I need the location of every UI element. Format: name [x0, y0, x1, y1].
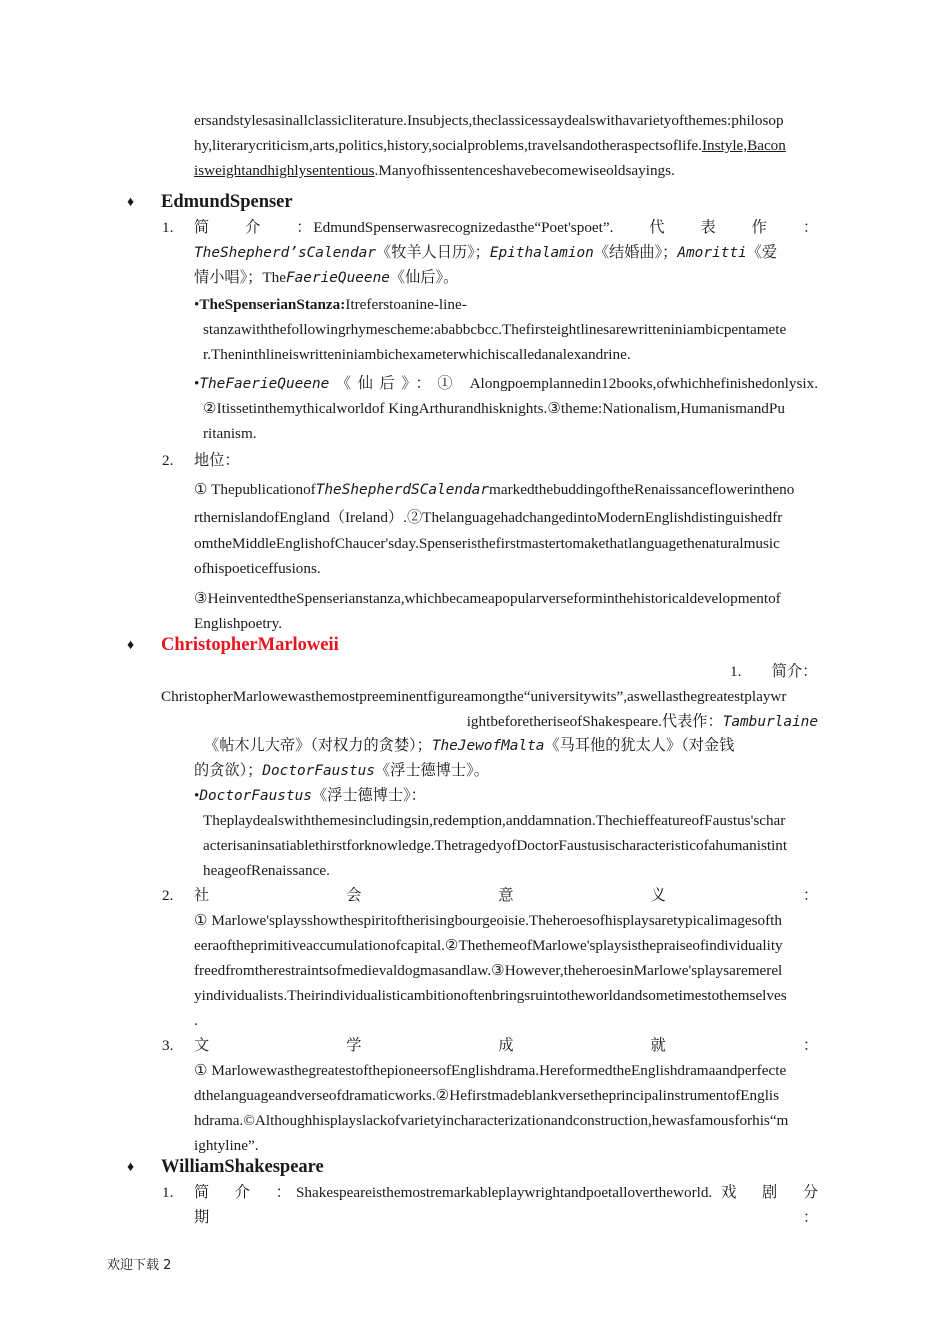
faustus-line-1: Theplaydealswiththemesincludingsin,redemption,anddamnation.ThechieffeatureofFaustus'schar	[203, 812, 786, 829]
shakespeare-heading: WilliamShakespeare	[161, 1157, 324, 1177]
bacon-line-1: ersandstylesasinallclassicliterature.Insubjects,theclassicessaydealswithavarietyofthemes:philosop	[194, 112, 784, 129]
marlowe-literary-label: 文 学 成 就 ：	[194, 1037, 818, 1054]
faustus-title-line: •DoctorFaustus《浮士德博士》：	[194, 787, 426, 804]
marlowe-works-line-2: 的贪欲）；DoctorFaustus《浮士德博士》。	[194, 762, 489, 779]
faerie-queene-line-2: ②Itissetinthemythicalworldof KingArthurandhisknights.③theme:Nationalism,HumanismandPu	[203, 400, 785, 417]
faerie-queene-line-1: •TheFaerieQueene《仙后》：① Alongpoemplannedin12books,ofwhichhefinishedonlysix.	[194, 375, 819, 392]
stanza-line-3: r.Theninthlineiswritteniniambichexameterwhichiscalledanalexandrine.	[203, 346, 631, 363]
spenser-status-line-4: ofhispoeticeffusions.	[194, 560, 321, 577]
spenser-status-line-3: omtheMiddleEnglishofChaucer'sday.Spenseristhefirstmastertomakethatlanguagethenaturalmusic	[194, 535, 780, 552]
marlowe-social-line-1: ① Marlowe'splaysshowthespiritoftherisingbourgeoisie.Theheroesofhisplaysaretypicalimagesofth	[194, 912, 782, 929]
spenser-status-label: 地位：	[194, 452, 240, 469]
shakespeare-intro-line: 简 介 ：Shakespeareisthemostremarkableplaywrightandpoetallovertheworld. 戏 剧 分 期 ：	[194, 1184, 834, 1226]
bacon-sententious-underlined: isweightandhighlysententious	[194, 162, 375, 179]
bullet-dot-icon: •	[194, 375, 200, 392]
marlowe-social-line-3: freedfromtherestraintsofmedievaldogmasandlaw.③However,theheroesinMarlowe'splaysaremerel	[194, 962, 783, 979]
bullet-dot-icon: •	[194, 296, 200, 313]
marlowe-social-line-5: .	[194, 1012, 198, 1029]
page-footer: 欢迎下载 2	[107, 1258, 172, 1273]
marlowe-intro-line-2: ightbeforetheriseofShakespeare.代表作：Tamburlaine	[466, 713, 818, 730]
bullet-dot-icon: •	[194, 787, 200, 804]
bacon-style-underlined: Instyle,Bacon	[701, 137, 786, 154]
spenser-status-line-5: ③HeinventedtheSpenserianstanza,whichbecameapopularverseforminthehistoricaldevelopmentof	[194, 590, 781, 607]
stanza-line-2: stanzawiththefollowingrhymescheme:ababbcbcc.Thefirsteightlinesarewritteniniambicpentamete	[203, 321, 787, 338]
marlowe-literary-line-4: ightyline”.	[194, 1137, 259, 1154]
marlowe-intro-line-1: ChristopherMarlowewasthemostpreeminentfigureamongthe“universitywits”,aswellasthegreatestplaywr	[161, 688, 787, 705]
shakespeare-item1-number: 1.	[162, 1184, 174, 1201]
marlowe-heading: ChristopherMarloweii	[161, 635, 339, 655]
marlowe-literary-line-1: ① MarlowewasthegreatestofthepioneersofEnglishdrama.HereformedtheEnglishdramaandperfecte	[194, 1062, 787, 1079]
bullet-diamond-icon: ♦	[127, 1160, 135, 1175]
marlowe-social-line-4: yindividualists.Theirindividualisticambitionoftenbringsruintotheworldandsometimestothemselves	[194, 987, 787, 1004]
spenser-item1-number: 1.	[162, 219, 174, 236]
spenser-works-line-2: 情小唱》；TheFaerieQueene《仙后》。	[194, 269, 459, 286]
spenser-status-line-2: rthernislandofEngland（Ireland）.②ThelanguagehadchangedintoModernEnglishdistinguishedfr	[194, 509, 783, 526]
spenser-status-line-1: ① ThepublicationofTheShepherdSCalendarmarkedthebuddingoftheRenaissanceflowerintheno	[194, 481, 795, 498]
bacon-line-2: hy,literarycriticism,arts,politics,history,socialproblems,travelsandotheraspectsoflife.Instyle,Bacon	[194, 137, 786, 154]
spenser-heading: EdmundSpenser	[161, 192, 293, 212]
marlowe-social-label: 社 会 意 义 ：	[194, 887, 818, 904]
spenser-status-line-6: Englishpoetry.	[194, 615, 283, 632]
marlowe-item2-number: 2.	[162, 887, 174, 904]
marlowe-literary-line-3: hdrama.©Althoughhisplayslackofvarietyincharacterizationandconstruction,hewasfamousforhis“m	[194, 1112, 789, 1129]
faerie-queene-line-3: ritanism.	[203, 425, 257, 442]
bullet-diamond-icon: ♦	[127, 195, 135, 210]
faustus-line-3: heageofRenaissance.	[203, 862, 330, 879]
marlowe-social-line-2: eeraoftheprimitiveaccumulationofcapital.②ThethemeofMarlowe'splaysisthepraiseofindividuality	[194, 937, 783, 954]
marlowe-works-line-1: 《帖木儿大帝》（对权力的贪婪）；TheJewofMalta《马耳他的犹太人》（对金钱	[204, 737, 735, 754]
marlowe-literary-line-2: dthelanguageandverseofdramaticworks.②HefirstmadeblankversetheprincipalinstrumentofEnglis	[194, 1087, 780, 1104]
stanza-label: TheSpenserianStanza:	[199, 296, 346, 313]
spenser-works-line: TheShepherd’sCalendar《牧羊人日历》；Epithalamion《结婚曲》；Amoritti《爱	[194, 244, 778, 261]
bullet-diamond-icon: ♦	[127, 638, 135, 653]
spenser-item2-number: 2.	[162, 452, 174, 469]
stanza-line-1: •TheSpenserianStanza:Itreferstoanine-line-	[194, 296, 467, 313]
spenser-intro-line: 简 介 ：EdmundSpenserwasrecognizedasthe“Poet'spoet”. 代 表 作 ：	[194, 219, 819, 236]
bacon-line-3: isweightandhighlysententious.Manyofhissentenceshavebecomewiseoldsayings.	[194, 162, 675, 179]
marlowe-item3-number: 3.	[162, 1037, 174, 1054]
faustus-line-2: acterisaninsatiablethirstforknowledge.ThetragedyofDoctorFaustusischaracteristicofahumanistint	[203, 837, 788, 854]
marlowe-item1-number: 1.	[730, 663, 742, 680]
marlowe-item1-header: 1. 简介：	[730, 663, 818, 680]
